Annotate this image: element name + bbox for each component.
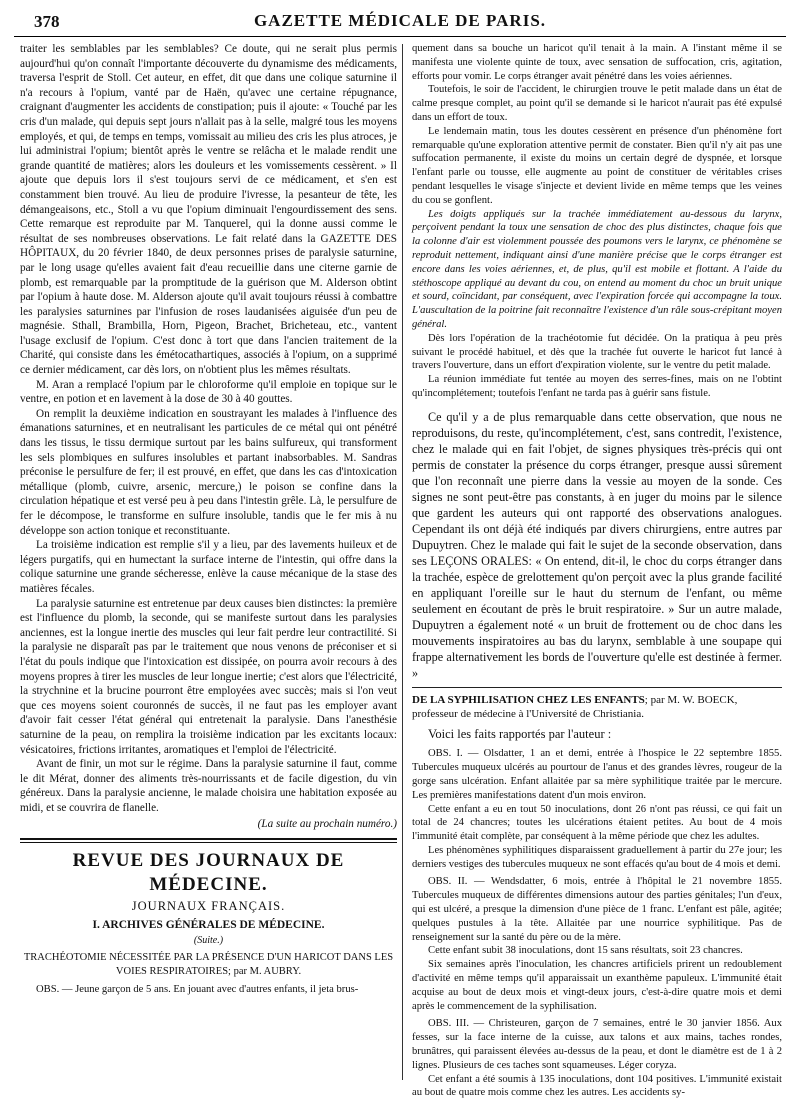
paragraph: Dès lors l'opération de la trachéotomie fut décidée. On la pratiqua à peu près suivant le procédé habituel, et dès que la trachée fut ouverte le haricot fut lancé à travers l'ouverture, dans un effort d'expiration violente, sur le ventre du petit malade.	[412, 332, 782, 372]
observation-paragraph: Les phénomènes syphilitiques disparaissent graduellement à partir du 27e jour; les derniers vestiges des tubercules muqueux ne sont effacés qu'au bout de 4 mois et demi.	[412, 844, 782, 870]
intro-line: Voici les faits rapportés par l'auteur :	[428, 726, 612, 741]
review-subtitle: JOURNAUX FRANÇAIS.	[131, 899, 286, 914]
paragraph: La paralysie saturnine est entretenue par deux causes bien distinctes: la première est l'influence du plomb, la seconde, qui se manifeste surtout dans les paralysies anciennes, est la longue inertie des muscles qui leur fait perdre leur contractilité. Si la paralysie ne disparaît pas par le traitement que nous venons de préconiser et si l'état du pouls indique que l'intoxication est dissipée, on pourra avoir recours à des moyens propres à tirer les muscles de leur longue inertie; c'est alors que l'électricité, la strychnine et la brucine pourront être employées avec succès; mais si l'on veut que ces moyens soient couronnés de succès, il ne faut pas les employer avant d'avoir fait cesser l'état général qui entretenait la paralysie. Dans l'anesthésie saturnine de la peau, on remplira la troisième indication par les excitants locaux: vésicatoires, frictions irritantes, aromatiques et l'emploi de l'électricité.	[20, 597, 397, 756]
page-number: 378	[34, 12, 60, 31]
article-title	[412, 693, 782, 721]
column-divider	[402, 44, 403, 1080]
commentary-paragraph: Ce qu'il y a de plus remarquable dans cette observation, que nous ne reproduisons, du reste, qu'incomplétement, c'est, sans contredit, l'existence, chez le malade qui en fait l'objet, de signes physiques très-précis qui ont permis de constater la présence du corps étranger, presque aussi sûrement que l'on reconnaît une pierre dans la vessie au moyen de la sonde. Ces signes ne sont peut-être pas constants, à en juger du moins par le silence que gardent les auteurs qui ont rapporté des observations analogues. Cependant ils ont déjà été indiqués par divers chirurgiens, entre autres par Dupuytren. Chez le malade qui fait le sujet de la seconde observation, dans ses LEÇONS ORALES: « On entend, dit-il, le choc du corps étranger dans la trachée, espèce de grelottement qu'on perçoit avec la plus grande facilité en appliquant l'oreille sur le haut du sternum de l'enfant, ou même seulement en écoutant de près le bruit respiratoire. » Sur un autre malade, Dupuytren a également noté « un bruit de frottement ou de choc dans les mouvements inspiratoires au bas du larynx, semblable à une soupape qui frappe alternativement les bords de l'ouverture qu'elle est destinée à fermer. »	[412, 409, 782, 680]
observation-paragraph: Cette enfant a eu en tout 50 inoculations, dont 26 n'ont pas réussi, ce qui fait un total de 24 chancres; toutes les ulcérations étaient petites. Au bout de 4 mois l'immunité était complète, par conséquent à la même période que chez les adultes.	[412, 803, 782, 843]
paragraph: La troisième indication est remplie s'il y a lieu, par des lavements huileux et de légers purgatifs, qui en humectant la surface interne de l'intestin, qui offre dans la colique saturnine une grande sécheresse, enlève la cause mécanique de la stase des matières fécales.	[20, 539, 397, 595]
paragraph: Avant de finir, un mot sur le régime. Dans la paralysie saturnine il faut, comme le dit Mérat, donner des aliments très-nourrissants et de facile digestion, du vin généreux. Dans la paralysie ancienne, le malade choisira une habitation exposée au midi, et se couvrira de flanelle.	[20, 758, 397, 814]
paragraph: traiter les semblables par les semblables? Ce doute, qui ne serait plus permis aujourd'hui qu'on connaît l'importante découverte du dynamisme des médicaments, traversa l'esprit de Stoll. Cet auteur, en effet, dit que dans une colique saturnine il n'a recours à l'opium, vanté par de Haën, qu'avec une certaine répugnance, craignant d'augmenter les accidents de constipation; puis il ajoute: « Touché par les cris d'un malade, qui depuis sept jours n'allait pas à la selle, malgré tous les moyens employés, et qui, de temps en temps, vomissait au milieu des cris les plus atroces, je lui administrai l'opium; bientôt après le ventre se relâcha et le malade rendit une grande quantité de matières; alors les douleurs et les vomissements cessèrent. » Il ajoute que depuis lors il s'est toujours servi de ce médicament, et s'en est constamment bien trouvé. Au lieu de produire l'ivresse, la pesanteur de tête, les démangeaisons, etc., Stoll a vu que l'opium diminuait l'engourdissement des sens. Cette remarque est reproduite par M. Tanquerel, qui la donne aussi comme le résultat de ses nombreuses observations. Le fait relaté dans la GAZETTE DES HÔPITAUX, du 20 février 1840, de deux personnes prises de paralysie saturnine, par le long usage qu'elles avaient fait d'eau recueillie dans une citerne garnie de plomb, est remarquable par la promptitude de la guérison que M. Alderson obtint par l'opium à haute dose. M. Alderson ajoute qu'il avait toujours réussi à combattre les paralysies saturnines par l'infusion de roses laudanisées aiguisée d'un peu de magnésie. Sthall, Brambilla, Horn, Pigeon, Brachet, Bricheteau, etc., vantent l'usage exclusif de l'opium. C'est donc à tort que dans l'ancien traitement de la Charité, qui consiste dans les émétocathartiques, associés à l'opium, on a supprimé ce dernier médicament, car dès lors, on n'obtient plus les mêmes résultats.	[20, 43, 397, 377]
section-rule	[412, 687, 782, 688]
observation-paragraph: Cette enfant subit 38 inoculations, dont 15 sans résultats, soit 23 chancres.	[428, 945, 743, 957]
observation-paragraph: OBS. I. — Olsdatter, 1 an et demi, entrée à l'hospice le 22 septembre 1855. Tubercules muqueux ulcérés au pourtour de l'anus et des grandes lèvres, rougeur de la gorge sans ulcération. Enfant allaitée par sa mère syphilitique traitée par le mercure. Les premières manifestations datent d'un mois environ.	[412, 748, 782, 801]
section-heading: I. ARCHIVES GÉNÉRALES DE MÉDECINE.	[92, 918, 325, 931]
review-title: REVUE DES JOURNAUX DE MÉDECINE.	[72, 850, 345, 896]
page-header	[14, 10, 786, 37]
right-column	[412, 42, 782, 1100]
paragraph: M. Aran a remplacé l'opium par le chloroforme qu'il emploie en topique sur le ventre, en potion et en lavement à la dose de 30 à 40 gouttes.	[20, 378, 397, 406]
observation-paragraph: OBS. III. — Christeuren, garçon de 7 semaines, entré le 30 janvier 1856. Aux fesses, sur la face interne de la cuisse, aux talons et aux mains, taches rondes, brunâtres, qui paraissent élevées au-dessus de la peau, et dont le diamètre est de 1 à 2 lignes. Plusieurs de ces taches sont squameuses. Léger coryza.	[412, 1018, 782, 1071]
observation-paragraph: Six semaines après l'inoculation, les chancres artificiels prirent un redoublement d'activité en même temps qu'il apparaissait un exanthème papuleux. L'immunité était acquise au bout de deux mois et vingt-deux jours, c'est-à-dire quatre mois et demi après le commencement de la syphilisation.	[412, 959, 782, 1012]
journal-title: GAZETTE MÉDICALE DE PARIS.	[253, 11, 547, 30]
article-title-rest: ; par M. W. BOECK, professeur de médecine à l'Université de Christiania.	[412, 693, 738, 720]
section-rule	[20, 842, 397, 843]
paragraph: La réunion immédiate fut tentée au moyen des serres-fines, mais on ne l'obtint qu'incomplétement; toutefois l'enfant ne tarda pas à guérir sans fistule.	[412, 374, 782, 399]
paragraph: On remplit la deuxième indication en soustrayant les malades à l'influence des émanations saturnines, et en neutralisant les particules de ce métal qui ont pénétré dans les tissus, le tissu dermique surtout par les bains sulfureux, qui transforment les sels plombiques en sulfures insolubles et partant inabsorbables. M. Sandras préconise le persulfure de fer; il est prouvé, en effet, que dans les cas d'intoxication métallique (plomb, cuivre, arsenic, mercure,) le poison se confine dans la circulation hépatique et est versé peu à peu dans l'intestin grêle. Là, le persulfure de fer le décompose, le transforme en sulfure insoluble, tandis que le fer mis à nu développe son action tonique et reconstituante.	[20, 407, 397, 537]
paragraph: Toutefois, le soir de l'accident, le chirurgien trouve le petit malade dans un état de calme presque complet, au point qu'il se demande si le haricot n'aurait pas été expulsé dans un effort de toux.	[412, 84, 782, 123]
observation-start: OBS. — Jeune garçon de 5 ans. En jouant avec d'autres enfants, il jeta brus-	[36, 983, 359, 995]
paragraph-italic: Les doigts appliqués sur la trachée immédiatement au-dessous du larynx, perçoivent pendant la toux une sensation de choc des plus distinctes, chaque fois que la colonne d'air est violemment poussée des poumons vers le larynx, ce phénomène se reproduit nettement, indiquant ainsi d'une manière précise que le corps étranger est encore dans les voies aériennes, et, de plus, qu'il est mobile et flottant. A l'aide du stéthoscope appliqué au devant du cou, on entend au moment du choc un bruit unique et sourd, coïncidant, par conséquent, avec l'expiration forcée qui accompagne la toux. L'auscultation de la poitrine fait reconnaître l'existence d'un râle sous-crépitant moyen général.	[412, 208, 782, 330]
observation-paragraph: Cet enfant a été soumis à 135 inoculations, dont 104 positives. L'immunité existait au bout de quatre mois comme chez les autres. Les accidents sy-	[412, 1073, 782, 1099]
section-rule	[20, 838, 397, 840]
suite-note: (Suite.)	[193, 935, 224, 947]
paragraph: quement dans sa bouche un haricot qu'il tenait à la main. A l'instant même il se manifesta une violente quinte de toux, avec sensation de suffocation, cris, agitation, efforts pour vomir. Le corps étranger avait pénétré dans les voies aériennes.	[412, 43, 782, 82]
continued-note: (La suite au prochain numéro.)	[257, 818, 397, 831]
paragraph: Le lendemain matin, tous les doutes cessèrent en présence d'un phénomène fort remarquable qu'une exploration attentive permit de constater. Bien qu'il n'y ait pas une suffocation permanente, il existe du moins un certain degré de dyspnée, et lorsque l'enfant parle ou tousse, elle augmente au point de constituer de véritables crises pendant lesquelles le visage s'injecte et devient livide en même temps que les veines du cou se gonflent.	[412, 125, 782, 206]
observation-paragraph: OBS. II. — Wendsdatter, 6 mois, entrée à l'hôpital le 21 novembre 1855. Tubercules muqueux de différentes dimensions autour des parties génitales; l'un d'eux, qui est ulcéré, a presque la dimension d'une pièce de 1 franc. L'enfant est pâle, agitée; quelques pustules à la tête. Allaitée par une nourrice syphilitique. Pas de renseignement sur la santé du père ou de la mère.	[412, 876, 782, 943]
left-column	[20, 42, 397, 997]
article-title: TRACHÉOTOMIE NÉCESSITÉE PAR LA PRÉSENCE D'UN HARICOT DANS LES VOIES RESPIRATOIRES; par M. AUBRY.	[23, 951, 394, 977]
article-title-bold: DE LA SYPHILISATION CHEZ LES ENFANTS	[412, 693, 645, 706]
